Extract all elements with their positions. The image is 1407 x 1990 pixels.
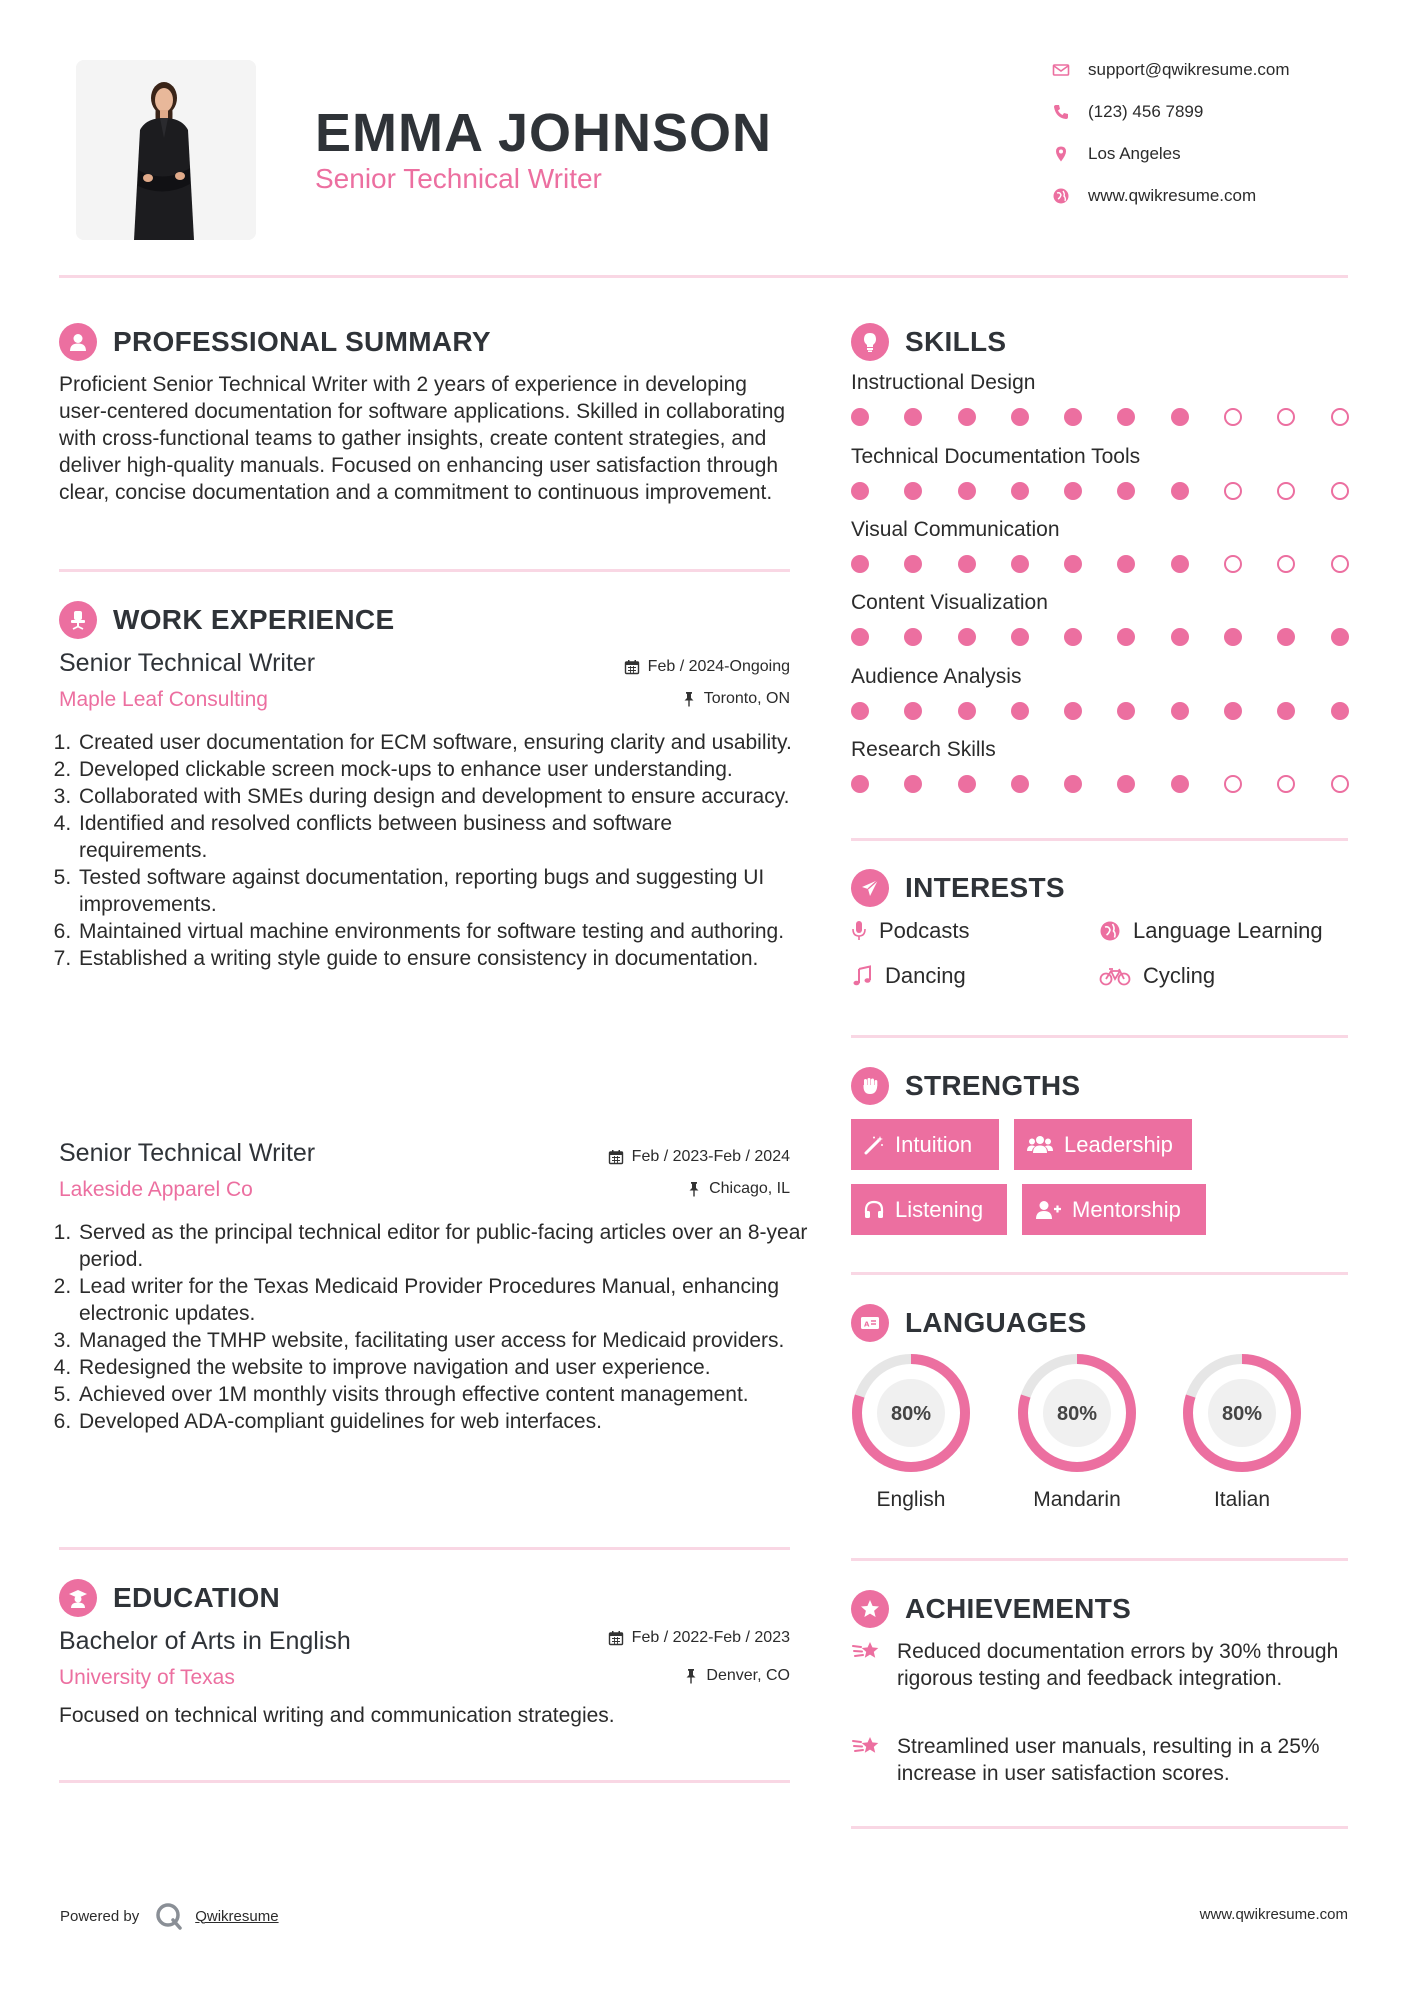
rating-dot-filled [1117,555,1135,573]
experience-divider [59,1547,790,1550]
job-2-location [687,1180,790,1198]
job-2-role: Senior Technical Writer [59,1139,316,1167]
rating-dot-empty [1331,775,1349,793]
header-divider [59,275,1348,278]
job-2-bullets [59,1219,819,1435]
contact-location [1052,144,1181,164]
rating-dot-filled [851,555,869,573]
job-1-location-text: Toronto, ON [703,690,790,707]
rating-dot-filled [1117,482,1135,500]
rating-dot-empty [1224,482,1242,500]
globe-icon [1099,920,1121,942]
rating-dot-filled [1277,702,1295,720]
rating-dot-filled [1064,702,1082,720]
rating-dot-filled [1171,702,1189,720]
rating-dot-empty [1277,555,1295,573]
skill-2-rating [851,482,1349,500]
strengths-title: STRENGTHS [905,1070,1081,1101]
rating-dot-filled [1011,628,1029,646]
rating-dot-filled [1064,555,1082,573]
bicycle-icon [1099,965,1131,987]
education-heading [59,1579,280,1617]
rating-dot-filled [1011,702,1029,720]
education-title: EDUCATION [113,1582,281,1613]
education-location-text: Denver, CO [706,1667,790,1684]
interest-podcasts [851,918,970,944]
language-3-percent: 80% [1221,1403,1263,1425]
rating-dot-filled [958,408,976,426]
rating-dot-filled [1064,775,1082,793]
skill-6-rating [851,775,1349,793]
mail-icon [1052,61,1070,79]
strength-mentorship [1022,1184,1206,1235]
language-3-name: Italian [1213,1488,1271,1511]
list-item: 5. Achieved over 1M monthly visits through effective content management. [77,1381,819,1408]
paper-plane-icon [851,869,889,907]
language-1-gauge [850,1352,972,1474]
interest-language-learning [1099,918,1323,944]
job-2-location-text: Chicago, IL [709,1180,790,1197]
contact-phone-text: (123) 456 7899 [1088,102,1204,121]
language-1-percent: 80% [890,1403,932,1425]
microphone-icon [851,920,867,942]
skill-1-name: Instructional Design [851,371,1036,394]
lightbulb-icon [851,323,889,361]
candidate-title: Senior Technical Writer [315,163,602,194]
skill-3-name: Visual Communication [851,518,1060,541]
list-item: 2. Developed clickable screen mock-ups to enhance user understanding. [77,756,799,783]
rating-dot-filled [904,702,922,720]
rating-dot-filled [1331,628,1349,646]
skill-3-rating [851,555,1349,573]
strength-label: Listening [895,1196,984,1222]
languages-heading [851,1304,1087,1342]
interests-title: INTERESTS [905,872,1065,903]
rating-dot-filled [1117,702,1135,720]
phone-icon [1052,103,1070,121]
rating-dot-filled [904,775,922,793]
summary-title: PROFESSIONAL SUMMARY [113,326,491,357]
rating-dot-filled [851,628,869,646]
strength-label: Mentorship [1072,1196,1181,1222]
user-plus-icon [1034,1199,1062,1221]
job-1-dates [624,658,790,676]
chair-icon [59,601,97,639]
rating-dot-filled [1011,482,1029,500]
skills-heading [851,323,1006,361]
rating-dot-filled [958,702,976,720]
language-2-percent: 80% [1056,1403,1098,1425]
rating-dot-filled [1171,482,1189,500]
shooting-star-icon [851,1638,883,1664]
rating-dot-filled [1171,408,1189,426]
calendar-icon [624,659,640,675]
rating-dot-filled [1171,628,1189,646]
pushpin-icon [684,1668,698,1684]
skill-5-name: Audience Analysis [851,665,1022,688]
achievement-1 [851,1638,1341,1692]
star-badge-icon [851,1590,889,1628]
qwikresume-logo-icon [153,1900,185,1932]
education-dates [608,1629,790,1647]
magic-wand-icon [863,1134,885,1156]
rating-dot-empty [1224,775,1242,793]
powered-by-label: Powered by [60,1907,140,1925]
list-item: 5. Tested software against documentation, reporting bugs and suggesting UI improvements. [77,864,799,918]
rating-dot-empty [1277,775,1295,793]
rating-dot-filled [851,408,869,426]
education-text: Focused on technical writing and communication strategies. [59,1704,615,1727]
strength-label: Intuition [895,1131,973,1157]
contact-phone[interactable] [1052,102,1203,122]
experience-title: WORK EXPERIENCE [113,604,395,635]
skill-1-rating [851,408,1349,426]
languages-title: LANGUAGES [905,1307,1087,1338]
rating-dot-filled [1064,628,1082,646]
skills-divider [851,838,1348,841]
rating-dot-filled [958,775,976,793]
rating-dot-filled [1331,702,1349,720]
profile-photo [76,60,256,240]
education-school: University of Texas [59,1666,235,1689]
job-1-location [682,690,790,708]
interest-label: Language Learning [1133,918,1323,943]
rating-dot-filled [958,628,976,646]
contact-website-text: www.qwikresume.com [1088,186,1257,205]
rating-dot-filled [1224,702,1242,720]
interest-label: Podcasts [879,918,970,943]
skill-5-rating [851,702,1349,720]
interest-cycling [1099,963,1215,989]
strength-label: Leadership [1064,1131,1173,1157]
globe-icon [1052,187,1070,205]
rating-dot-filled [958,482,976,500]
skill-4-name: Content Visualization [851,591,1048,614]
skill-6-name: Research Skills [851,738,996,761]
experience-heading [59,601,394,639]
rating-dot-filled [1011,408,1029,426]
contact-email-text: support@qwikresume.com [1088,60,1290,79]
rating-dot-filled [1117,628,1135,646]
achievement-2 [851,1733,1341,1787]
language-3-gauge [1181,1352,1303,1474]
shooting-star-icon [851,1733,883,1759]
graduate-icon [59,1579,97,1617]
rating-dot-empty [1277,408,1295,426]
language-2-name: Mandarin [1033,1488,1121,1511]
svg-text:A: A [864,1320,870,1329]
calendar-icon [608,1630,624,1646]
strengths-heading [851,1067,1080,1105]
list-item: 3. Managed the TMHP website, facilitating user access for Medicaid providers. [77,1327,819,1354]
job-2-company: Lakeside Apparel Co [59,1178,253,1201]
contact-website[interactable] [1052,186,1256,206]
education-divider [59,1780,790,1783]
rating-dot-filled [958,555,976,573]
users-icon [1026,1134,1054,1156]
rating-dot-filled [904,408,922,426]
job-1-role: Senior Technical Writer [59,649,316,677]
achievements-heading [851,1590,1131,1628]
rating-dot-filled [1117,775,1135,793]
skill-4-rating [851,628,1349,646]
skill-2-name: Technical Documentation Tools [851,445,1141,468]
rating-dot-filled [1224,628,1242,646]
education-location [684,1667,790,1685]
list-item: 1. Served as the principal technical editor for public-facing articles over an 8-year period. [77,1219,819,1273]
qwikresume-link[interactable]: Qwikresume [195,1907,279,1925]
user-icon [59,323,97,361]
job-1-dates-text: Feb / 2024-Ongoing [647,658,790,675]
interests-divider [851,1035,1348,1038]
rating-dot-filled [1064,482,1082,500]
achievements-divider [851,1826,1348,1829]
contact-email[interactable] [1052,60,1290,80]
rating-dot-filled [1277,628,1295,646]
pushpin-icon [682,691,696,707]
interest-label: Dancing [885,963,966,988]
summary-text: Proficient Senior Technical Writer with 2 years of experience in developing user-centered documentation for software applications. Skilled in collaborating with cross-functional teams to gather insights, create content strategies, and deliver high-quality manuals. Focused on enhancing user satisfaction through clear, concise documentation and a commitment to continuous improvement. [59,373,786,504]
language-1-name: English [876,1488,946,1511]
list-item: 7. Established a writing style guide to ensure consistency in documentation. [77,945,799,972]
rating-dot-filled [1064,408,1082,426]
rating-dot-filled [904,628,922,646]
summary-divider [59,569,790,572]
list-item: 2. Lead writer for the Texas Medicaid Provider Procedures Manual, enhancing electronic updates. [77,1273,819,1327]
interest-label: Cycling [1143,963,1216,988]
rating-dot-filled [904,482,922,500]
calendar-icon [608,1149,624,1165]
list-item: 4. Identified and resolved conflicts between business and software requirements. [77,810,799,864]
languages-divider [851,1558,1348,1561]
language-card-icon [851,1304,889,1342]
summary-heading [59,323,491,361]
rating-dot-empty [1331,555,1349,573]
achievements-title: ACHIEVEMENTS [905,1593,1132,1624]
language-2-gauge [1016,1352,1138,1474]
rating-dot-filled [851,482,869,500]
pushpin-icon [687,1181,701,1197]
footer-powered-by [60,1900,279,1932]
candidate-name: EMMA JOHNSON [315,103,773,163]
rating-dot-filled [1011,555,1029,573]
rating-dot-filled [1171,775,1189,793]
music-note-icon [851,965,873,987]
rating-dot-filled [1011,775,1029,793]
job-1-company: Maple Leaf Consulting [59,688,268,711]
rating-dot-empty [1331,408,1349,426]
rating-dot-filled [1117,408,1135,426]
contact-location-text: Los Angeles [1088,144,1181,163]
rating-dot-empty [1331,482,1349,500]
rating-dot-filled [851,702,869,720]
rating-dot-filled [1171,555,1189,573]
headphones-icon [863,1199,885,1221]
strength-intuition [851,1119,999,1170]
list-item: 4. Redesigned the website to improve navigation and user experience. [77,1354,819,1381]
footer-url[interactable]: www.qwikresume.com [1199,1906,1348,1923]
job-2-dates-text: Feb / 2023-Feb / 2024 [631,1148,790,1165]
interest-dancing [851,963,966,989]
job-2-dates [608,1148,790,1166]
education-dates-text: Feb / 2022-Feb / 2023 [631,1629,790,1646]
rating-dot-filled [904,555,922,573]
rating-dot-empty [1224,408,1242,426]
rating-dot-filled [851,775,869,793]
list-item: 1. Created user documentation for ECM software, ensuring clarity and usability. [77,729,799,756]
strengths-divider [851,1272,1348,1275]
job-1-bullets [59,729,799,972]
fist-icon [851,1067,889,1105]
map-pin-icon [1052,145,1070,163]
strength-listening [851,1184,1007,1235]
achievement-text: Streamlined user manuals, resulting in a 25% increase in user satisfaction scores. [897,1735,1320,1785]
interests-heading [851,869,1065,907]
list-item: 6. Maintained virtual machine environments for software testing and authoring. [77,918,799,945]
list-item: 6. Developed ADA-compliant guidelines for web interfaces. [77,1408,819,1435]
skills-title: SKILLS [905,326,1007,357]
rating-dot-empty [1224,555,1242,573]
strength-leadership [1014,1119,1192,1170]
rating-dot-empty [1277,482,1295,500]
education-degree: Bachelor of Arts in English [59,1627,351,1655]
list-item: 3. Collaborated with SMEs during design and development to ensure accuracy. [77,783,799,810]
achievement-text: Reduced documentation errors by 30% through rigorous testing and feedback integration. [897,1640,1339,1690]
